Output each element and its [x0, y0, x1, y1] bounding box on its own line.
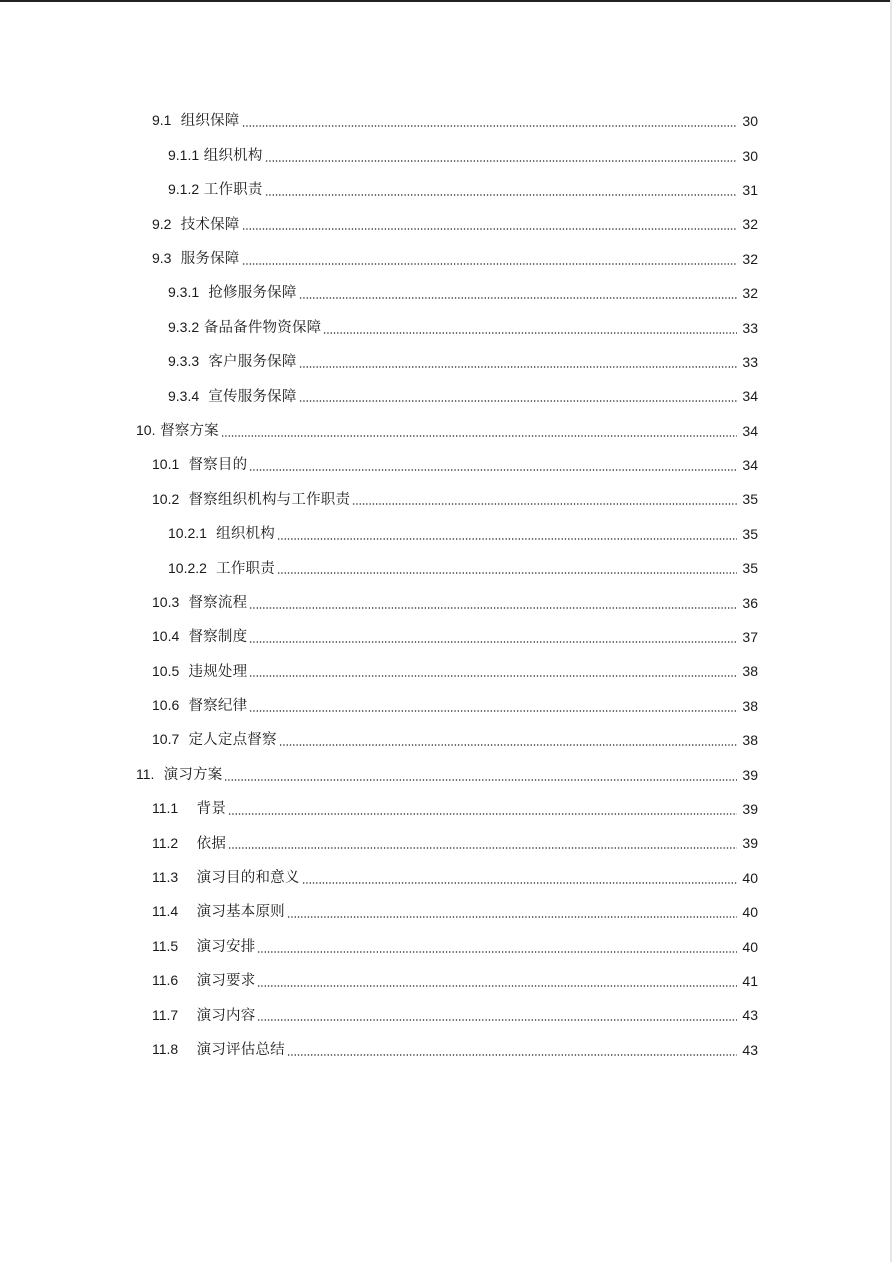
toc-entry-title: 演习评估总结	[196, 1041, 285, 1058]
toc-dot-leader	[323, 332, 737, 334]
toc-entry-label	[136, 423, 219, 439]
toc-entry-label	[152, 457, 247, 473]
toc-entry-spacing	[179, 665, 188, 680]
toc-page-number: 34	[742, 422, 758, 439]
toc-entry-number: 10.7	[152, 731, 180, 748]
toc-dot-leader	[287, 1054, 737, 1056]
toc-page-number: 36	[742, 594, 758, 611]
toc-page-number: 39	[742, 801, 758, 817]
toc-entry-number: 11.1	[152, 800, 179, 817]
toc-entry-number: 10.2.2	[168, 559, 207, 576]
toc-dot-leader	[224, 779, 737, 781]
toc-entry-title: 备品备件物资保障	[203, 319, 322, 336]
toc-entry[interactable]	[0, 379, 892, 413]
toc-entry-title: 演习内容	[196, 1007, 256, 1024]
toc-entry-number: 10.6	[152, 697, 180, 714]
toc-entry[interactable]	[0, 345, 892, 379]
toc-page-number: 40	[742, 904, 758, 921]
toc-entry-label	[152, 698, 247, 714]
toc-entry-number: 9.3	[152, 250, 172, 266]
toc-entry-title: 组织保障	[180, 113, 240, 130]
toc-page-number: 35	[742, 525, 758, 542]
toc-entry-spacing	[178, 1043, 196, 1058]
toc-entry[interactable]	[0, 517, 892, 551]
table-of-contents	[0, 104, 892, 1067]
toc-entry-label	[152, 870, 300, 886]
toc-entry-spacing	[178, 1009, 196, 1024]
toc-entry-spacing	[207, 527, 216, 542]
toc-page-number: 35	[742, 560, 758, 577]
toc-dot-leader	[249, 469, 737, 471]
toc-page-number: 38	[742, 732, 758, 749]
toc-entry-number: 9.1.1	[168, 146, 200, 163]
toc-entry-label	[136, 767, 222, 783]
toc-entry-title: 督察纪律	[188, 698, 248, 715]
toc-dot-leader	[299, 297, 737, 299]
toc-entry-label	[152, 1042, 285, 1058]
toc-entry[interactable]	[0, 551, 892, 585]
toc-dot-leader	[221, 435, 737, 437]
toc-entry[interactable]	[0, 757, 892, 791]
toc-page-number: 33	[742, 353, 758, 370]
toc-entry-spacing	[171, 252, 180, 267]
toc-entry[interactable]	[0, 689, 892, 723]
toc-entry-label	[152, 801, 226, 817]
toc-entry-number: 10.1	[152, 456, 180, 473]
toc-entry-number: 9.3.3	[168, 353, 200, 370]
toc-entry[interactable]	[0, 861, 892, 895]
toc-page-number: 39	[742, 835, 758, 852]
toc-page-number: 33	[742, 319, 758, 336]
toc-entry-label	[168, 320, 321, 336]
toc-dot-leader	[287, 916, 737, 918]
toc-entry-title: 抢修服务保障	[208, 285, 297, 302]
toc-page-number: 39	[742, 766, 758, 783]
toc-entry-label	[152, 973, 255, 989]
toc-dot-leader	[249, 710, 737, 712]
toc-entry-label	[152, 251, 240, 267]
toc-dot-leader	[242, 228, 738, 230]
toc-entry-label	[152, 629, 247, 645]
toc-entry-title: 演习安排	[196, 938, 256, 955]
toc-entry[interactable]	[0, 414, 892, 448]
toc-entry-number: 9.2	[152, 215, 172, 232]
toc-entry-title: 组织机构	[203, 147, 263, 164]
toc-entry-spacing	[199, 390, 208, 405]
toc-entry-spacing	[178, 905, 196, 920]
toc-dot-leader	[249, 675, 737, 677]
toc-entry-spacing	[171, 218, 180, 233]
toc-entry-label	[168, 526, 275, 542]
toc-entry-label	[152, 1008, 255, 1024]
toc-dot-leader	[352, 503, 737, 505]
toc-entry-number: 9.3.4	[168, 387, 200, 404]
toc-dot-leader	[257, 951, 737, 953]
toc-entry-number: 9.3.1	[168, 284, 200, 301]
toc-entry-number: 9.3.2	[168, 318, 200, 335]
toc-entry-number: 11.8	[152, 1040, 179, 1057]
toc-entry-spacing	[199, 286, 208, 301]
toc-entry-title: 督察目的	[188, 457, 248, 474]
toc-entry-spacing	[199, 355, 208, 370]
toc-entry-label	[168, 285, 297, 301]
toc-entry-title: 定人定点督察	[188, 732, 277, 749]
toc-dot-leader	[249, 641, 737, 643]
toc-page-number: 43	[742, 1007, 758, 1024]
toc-entry-title: 督察方案	[160, 422, 219, 439]
toc-entry[interactable]	[0, 1033, 892, 1067]
toc-entry-title: 宣传服务保障	[208, 388, 297, 405]
toc-entry-label	[168, 354, 297, 370]
toc-dot-leader	[277, 538, 737, 540]
toc-entry-label	[152, 836, 226, 852]
toc-entry-title: 依据	[196, 835, 227, 852]
toc-entry[interactable]	[0, 138, 892, 172]
toc-entry-title: 演习目的和意义	[196, 870, 300, 887]
toc-entry-number: 10.3	[152, 593, 180, 610]
toc-dot-leader	[249, 607, 737, 609]
toc-entry-label	[152, 939, 255, 955]
toc-entry-label	[152, 904, 285, 920]
toc-entry-title: 服务保障	[180, 251, 240, 267]
toc-page-number: 30	[742, 147, 758, 164]
toc-entry-title: 组织机构	[216, 526, 275, 543]
toc-page-number: 34	[742, 388, 758, 405]
toc-entry[interactable]	[0, 826, 892, 860]
toc-entry-label	[152, 113, 240, 129]
toc-entry-title: 演习基本原则	[196, 904, 285, 921]
toc-entry-number: 11.2	[152, 834, 179, 851]
toc-entry-spacing	[179, 596, 188, 611]
toc-entry-number: 10.	[136, 421, 156, 438]
toc-entry-number: 11.4	[152, 903, 179, 920]
toc-entry[interactable]	[0, 964, 892, 998]
toc-entry-label	[168, 182, 263, 198]
toc-entry[interactable]	[0, 173, 892, 207]
toc-entry-number: 9.1.2	[168, 181, 200, 198]
toc-entry[interactable]	[0, 207, 892, 241]
toc-entry[interactable]	[0, 620, 892, 654]
toc-page-number: 32	[742, 250, 758, 267]
toc-entry-label	[168, 561, 275, 577]
toc-entry-number: 11.6	[152, 972, 179, 989]
toc-entry[interactable]	[0, 585, 892, 619]
toc-entry[interactable]	[0, 310, 892, 344]
toc-entry-title: 工作职责	[203, 182, 263, 199]
toc-entry[interactable]	[0, 723, 892, 757]
toc-page-number: 35	[742, 491, 758, 508]
toc-entry-title: 演习方案	[163, 766, 223, 783]
toc-entry-title: 演习要求	[196, 973, 256, 990]
toc-entry-title: 背景	[196, 801, 227, 818]
toc-entry-spacing	[207, 562, 216, 577]
toc-entry-label	[152, 595, 247, 611]
toc-dot-leader	[277, 572, 737, 574]
toc-entry-spacing	[178, 837, 196, 852]
toc-dot-leader	[228, 847, 737, 849]
toc-entry[interactable]	[0, 895, 892, 929]
toc-entry-label	[152, 492, 350, 508]
toc-page-number: 34	[742, 457, 758, 474]
toc-entry[interactable]	[0, 104, 892, 138]
toc-entry-label	[152, 664, 247, 680]
toc-entry[interactable]	[0, 448, 892, 482]
toc-entry-number: 10.2	[152, 490, 180, 507]
toc-entry-title: 督察流程	[188, 594, 248, 611]
toc-entry-number: 10.4	[152, 628, 180, 645]
toc-dot-leader	[265, 160, 737, 162]
toc-entry[interactable]	[0, 792, 892, 826]
toc-entry-title: 违规处理	[188, 663, 248, 680]
toc-dot-leader	[228, 813, 737, 815]
toc-page-number: 40	[742, 869, 758, 886]
toc-entry-number: 11.	[136, 765, 155, 782]
toc-entry-spacing	[171, 114, 180, 129]
toc-entry-title: 工作职责	[216, 560, 275, 577]
toc-entry-spacing	[179, 493, 188, 508]
toc-entry-spacing	[178, 871, 196, 886]
toc-entry-spacing	[178, 802, 196, 817]
toc-entry-title: 技术保障	[180, 216, 240, 233]
toc-entry-spacing	[178, 940, 196, 955]
toc-entry-number: 10.2.1	[168, 525, 207, 542]
toc-dot-leader	[265, 194, 737, 196]
toc-entry-number: 10.5	[152, 662, 180, 679]
toc-entry[interactable]	[0, 242, 892, 276]
toc-entry-label	[168, 389, 297, 405]
toc-page-number: 43	[742, 1041, 758, 1058]
toc-dot-leader	[257, 985, 737, 987]
toc-entry[interactable]	[0, 998, 892, 1032]
toc-entry[interactable]	[0, 482, 892, 516]
toc-page-number: 37	[742, 629, 758, 646]
toc-dot-leader	[242, 263, 738, 265]
toc-dot-leader	[302, 882, 737, 884]
toc-entry-title: 客户服务保障	[208, 354, 297, 371]
toc-entry-number: 11.3	[152, 869, 179, 886]
toc-page-number: 32	[742, 216, 758, 233]
toc-entry-spacing	[179, 733, 188, 748]
toc-entry-label	[152, 732, 277, 748]
toc-entry-spacing	[179, 630, 188, 645]
page-top-border	[0, 0, 892, 2]
toc-dot-leader	[299, 366, 737, 368]
toc-dot-leader	[242, 125, 738, 127]
toc-dot-leader	[279, 744, 737, 746]
toc-page-number: 40	[742, 938, 758, 955]
toc-entry[interactable]	[0, 276, 892, 310]
toc-entry-title: 督察组织机构与工作职责	[188, 491, 351, 508]
toc-entry-number: 11.7	[152, 1006, 179, 1023]
toc-entry-spacing	[179, 458, 188, 473]
toc-entry-spacing	[178, 974, 196, 989]
toc-entry-title: 督察制度	[188, 629, 248, 646]
toc-entry-spacing	[179, 699, 188, 714]
toc-page-number: 38	[742, 697, 758, 714]
toc-entry[interactable]	[0, 929, 892, 963]
toc-entry-label	[152, 217, 240, 233]
toc-dot-leader	[257, 1019, 737, 1021]
toc-entry-label	[168, 148, 263, 164]
toc-page-number: 38	[742, 663, 758, 680]
toc-page-number: 31	[742, 181, 758, 198]
toc-entry-spacing	[154, 768, 163, 783]
toc-entry-number: 11.5	[152, 937, 179, 954]
toc-page-number: 32	[742, 285, 758, 302]
toc-page-number: 30	[742, 113, 758, 130]
toc-entry[interactable]	[0, 654, 892, 688]
toc-dot-leader	[299, 400, 737, 402]
toc-entry-number: 9.1	[152, 112, 172, 129]
toc-page-number: 41	[742, 972, 758, 989]
